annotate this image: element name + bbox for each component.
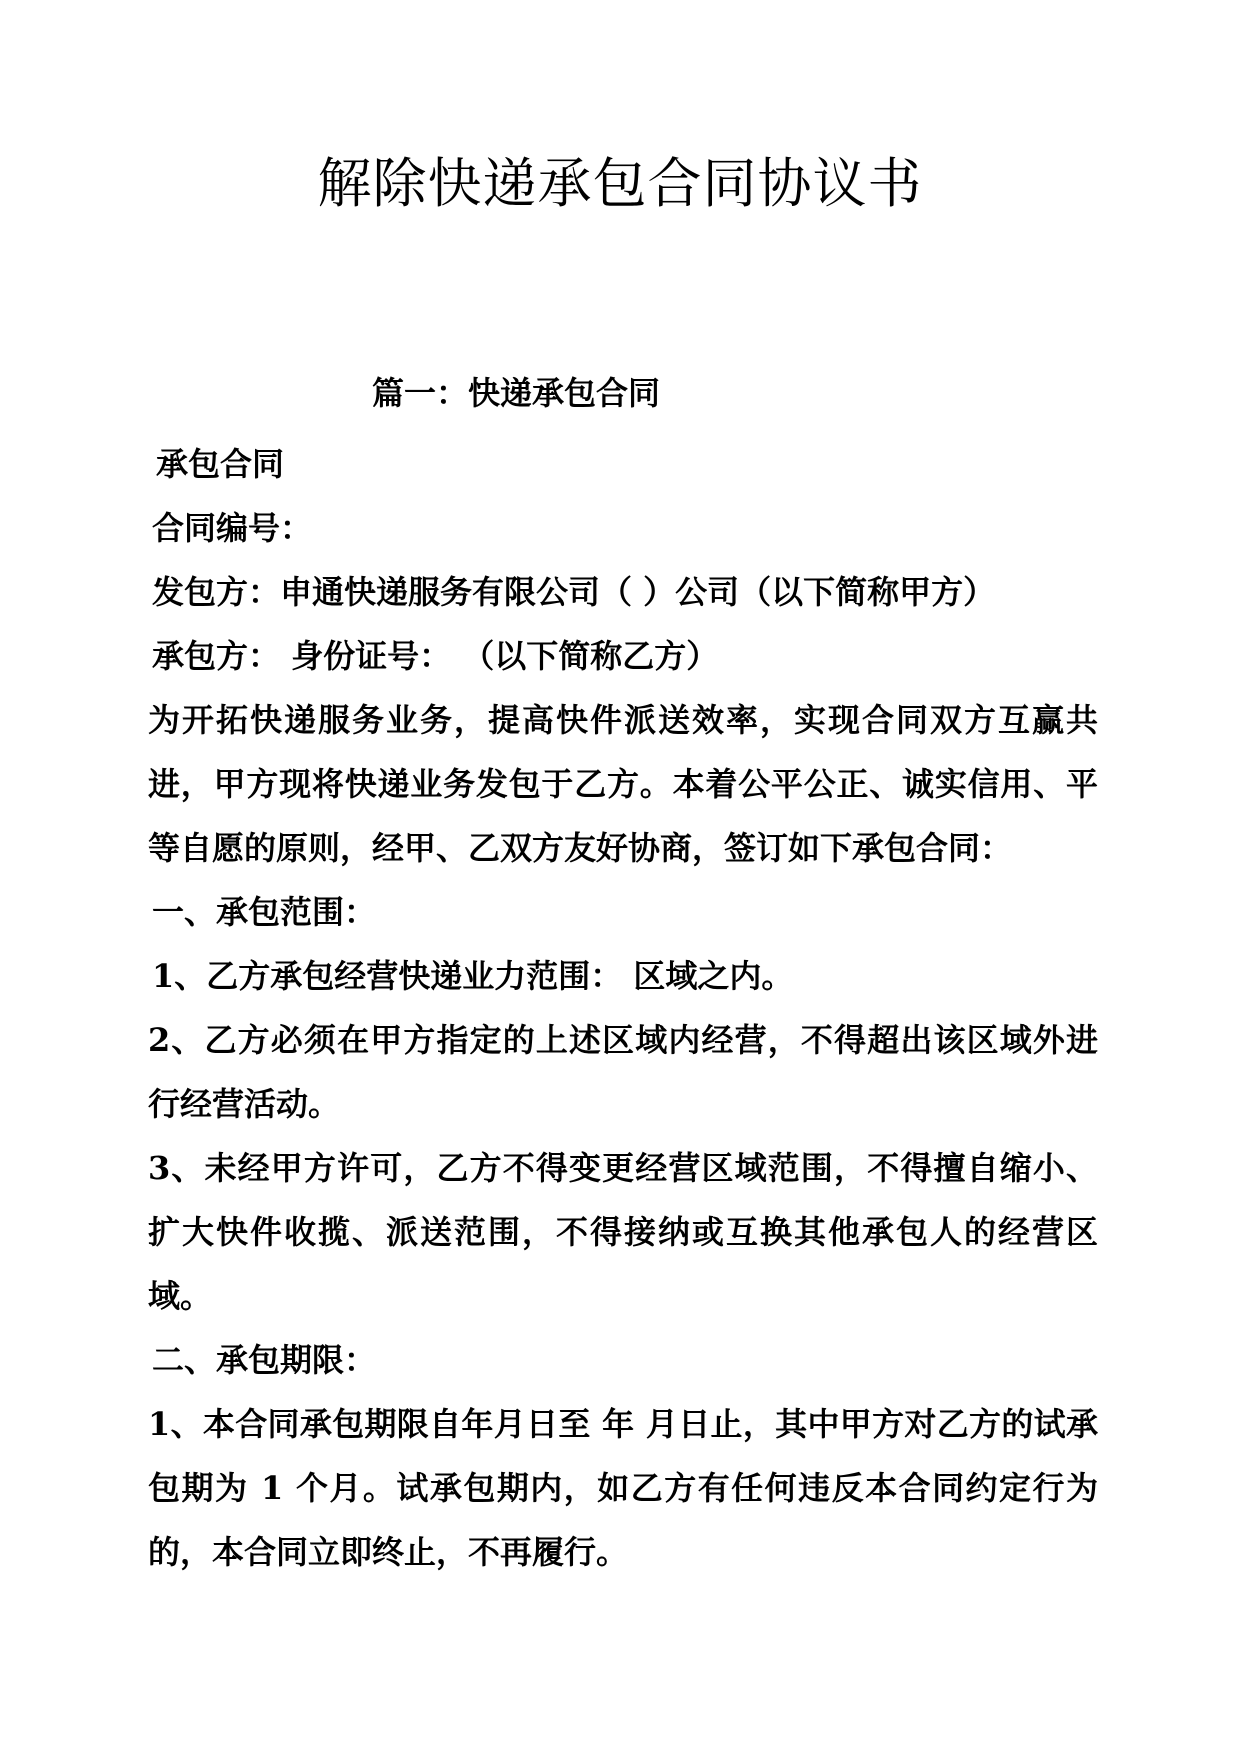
paragraph-scope-item-1: 1、乙方承包经营快递业力范围： 区域之内。 bbox=[152, 957, 794, 995]
paragraph-contract-number: 合同编号： bbox=[152, 509, 313, 547]
paragraph-preamble: 为开拓快递服务业务，提高快件派送效率，实现合同双方互赢共进，甲方现将快递业务发包于乙方。本着公平公正、诚实信用、平等自愿的原则，经甲、乙双方友好协商，签订如下承包合同： bbox=[148, 701, 1098, 867]
paragraph-term-item-1: 1、本合同承包期限自年月日至 年 月日止，其中甲方对乙方的试承包期为 1 个月。试承包期内，如乙方有任何违反本合同约定行为的，本合同立即终止，不再履行。 bbox=[148, 1405, 1098, 1571]
paragraph-issuing-party: 发包方：申通快递服务有限公司（ ）公司（以下简称甲方） bbox=[152, 573, 996, 611]
paragraph-scope-heading: 一、承包范围： bbox=[152, 893, 377, 931]
paragraph-term-heading: 二、承包期限： bbox=[152, 1341, 377, 1379]
paragraph-contracting-party: 承包方： 身份证号： （以下简称乙方） bbox=[152, 637, 719, 675]
document-title: 解除快递承包合同协议书 bbox=[317, 152, 923, 215]
section-heading: 篇一：快递承包合同 bbox=[372, 374, 661, 412]
document-body bbox=[148, 432, 1098, 1584]
paragraph-scope-item-3: 3、未经甲方许可，乙方不得变更经营区域范围，不得擅自缩小、扩大快件收揽、派送范围，不得接纳或互换其他承包人的经营区域。 bbox=[148, 1149, 1098, 1315]
paragraph-contract-label: 承包合同 bbox=[156, 445, 285, 483]
paragraph-scope-item-2: 2、乙方必须在甲方指定的上述区域内经营，不得超出该区域外进行经营活动。 bbox=[148, 1021, 1098, 1123]
